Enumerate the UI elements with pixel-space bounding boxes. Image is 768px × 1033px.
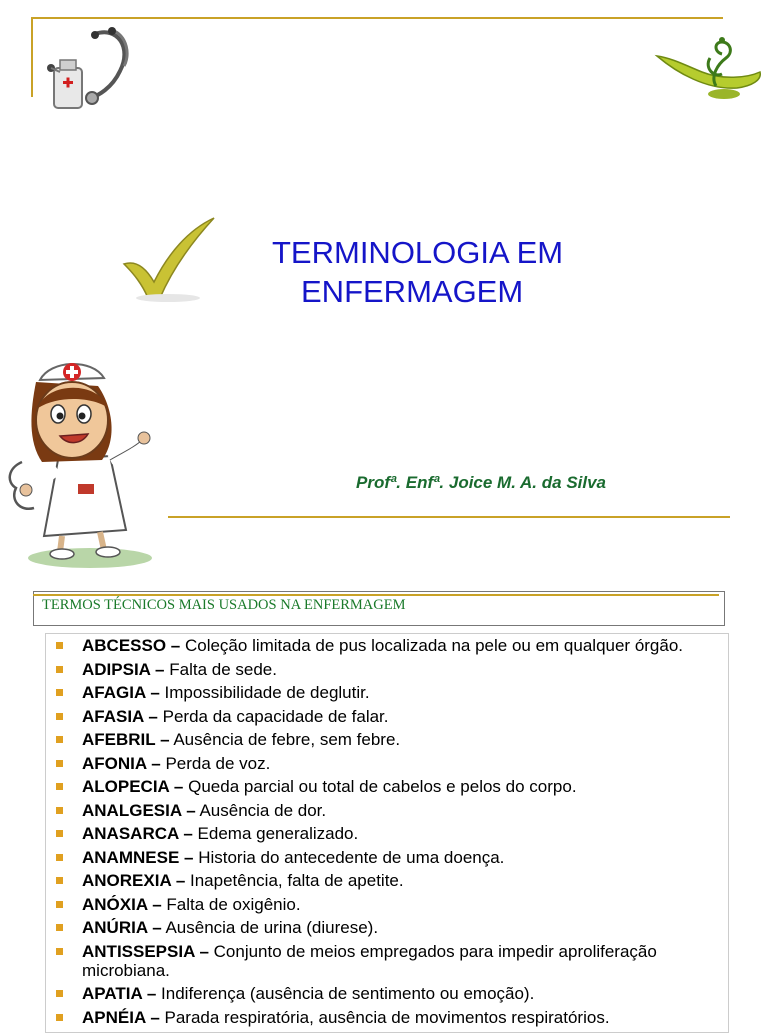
bullet-icon: [56, 760, 63, 767]
term-definition: Inapetência, falta de apetite.: [185, 871, 404, 890]
left-divider: [31, 17, 33, 97]
term-definition: Coleção limitada de pus localizada na pele ou em qualquer órgão.: [180, 636, 684, 655]
bullet-icon: [56, 1014, 63, 1021]
nurse-cartoon-icon: [0, 352, 160, 570]
bullet-icon: [56, 642, 63, 649]
term-definition: Ausência de urina (diurese).: [161, 918, 379, 937]
term-item: [52, 683, 722, 702]
nursing-lamp-icon: [652, 28, 764, 110]
checkmark-icon: [118, 212, 218, 304]
term-item: [52, 636, 722, 655]
term-item: [52, 707, 722, 726]
stethoscope-icon: [40, 26, 135, 116]
term-definition: Queda parcial ou total de cabelos e pelos do corpo.: [183, 777, 577, 796]
term-item: [52, 777, 722, 796]
term-definition: Perda de voz.: [160, 753, 271, 773]
term-name: APATIA –: [82, 984, 157, 1003]
term-definition: Impossibilidade de deglutir.: [159, 683, 370, 702]
term-item: [52, 730, 722, 749]
term-item: [52, 984, 722, 1003]
term-name: ANOREXIA –: [82, 871, 186, 890]
bullet-icon: [56, 689, 63, 696]
term-item: [52, 801, 722, 820]
term-definition: Falta de oxigênio.: [161, 894, 301, 914]
term-definition: Parada respiratória, ausência de movimentos respiratórios.: [159, 1007, 610, 1027]
term-item: [52, 824, 722, 843]
terms-list: [52, 636, 722, 1031]
section-heading: TERMOS TÉCNICOS MAIS USADOS NA ENFERMAGEM: [42, 597, 406, 613]
term-item: [52, 754, 722, 773]
term-name: ANÓXIA –: [82, 894, 162, 914]
term-definition: Edema generalizado.: [192, 824, 359, 843]
term-name: AFAGIA –: [82, 683, 160, 702]
bullet-icon: [56, 948, 63, 955]
term-definition: Ausência de dor.: [195, 800, 327, 820]
term-definition: Perda da capacidade de falar.: [157, 706, 389, 726]
title-line-2: ENFERMAGEM: [301, 274, 524, 309]
terms-slide: [0, 586, 768, 1027]
term-name: ANTISSEPSIA –: [82, 941, 209, 961]
bullet-icon: [56, 990, 63, 997]
bullet-icon: [56, 877, 63, 884]
bullet-icon: [56, 901, 63, 908]
bullet-icon: [56, 807, 63, 814]
bullet-icon: [56, 783, 63, 790]
bullet-icon: [56, 854, 63, 861]
term-item: [52, 895, 722, 914]
bullet-icon: [56, 666, 63, 673]
bullet-icon: [56, 924, 63, 931]
heading-divider: [33, 594, 719, 596]
term-name: ANASARCA –: [82, 824, 193, 843]
term-name: AFONIA –: [82, 753, 161, 773]
term-name: ANAMNESE –: [82, 847, 194, 867]
term-definition: Indiferença (ausência de sentimento ou emoção).: [156, 984, 535, 1003]
term-name: APNÉIA –: [82, 1007, 160, 1027]
term-item: [52, 660, 722, 679]
term-name: ANÚRIA –: [82, 918, 162, 937]
term-item: [52, 848, 722, 867]
term-name: ANALGESIA –: [82, 800, 196, 820]
author-name: Profª. Enfª. Joice M. A. da Silva: [356, 473, 607, 492]
term-name: AFASIA –: [82, 706, 158, 726]
title-line-1: TERMINOLOGIA EM: [272, 235, 564, 270]
term-name: ALOPECIA –: [82, 777, 184, 796]
term-item: [52, 942, 722, 980]
term-item: [52, 918, 722, 937]
bottom-divider: [168, 516, 730, 518]
term-definition: Conjunto de meios empregados para impedir aproliferação microbiana.: [82, 941, 657, 980]
bullet-icon: [56, 830, 63, 837]
term-name: ADIPSIA –: [82, 659, 165, 679]
term-definition: Falta de sede.: [164, 659, 277, 679]
term-name: ABCESSO –: [82, 636, 181, 655]
bullet-icon: [56, 713, 63, 720]
term-name: AFEBRIL –: [82, 730, 170, 749]
slide-title: [272, 233, 692, 311]
term-item: [52, 871, 722, 890]
term-definition: Ausência de febre, sem febre.: [169, 730, 401, 749]
term-definition: Historia do antecedente de uma doença.: [193, 847, 505, 867]
bullet-icon: [56, 736, 63, 743]
top-divider: [33, 17, 723, 19]
